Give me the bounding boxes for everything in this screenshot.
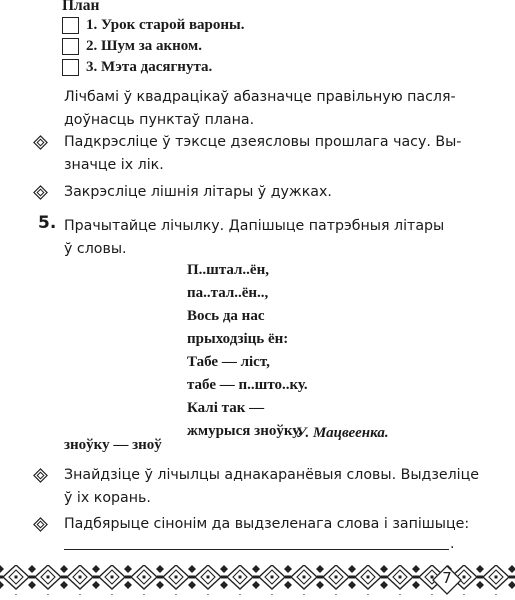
plan-item-text: 2. Шум за акном. <box>86 37 202 54</box>
plan-item-text: 3. Мэта дасягнута. <box>86 58 213 75</box>
order-instruction <box>64 86 456 132</box>
plan-item-2 <box>62 36 202 56</box>
page-number: 7 <box>442 569 452 587</box>
order-checkbox-1[interactable] <box>62 17 79 34</box>
task-number: 5. <box>38 213 57 233</box>
synonym-instruction: Падбярыце сінонім да выдзеленага слова і запішыце: <box>64 516 470 532</box>
poem-line: П..штал..ён, <box>187 262 269 278</box>
order-checkbox-3[interactable] <box>62 59 79 76</box>
poem-line: прыходзіць ён: <box>187 331 289 347</box>
task5-instruction <box>64 215 444 261</box>
diamond-icon <box>33 468 48 483</box>
answer-line-end: . <box>450 536 455 552</box>
task5-instruction-line: Прачытайце лічылку. Дапішыце патрэбныя літары <box>64 218 445 234</box>
plan-item-text: 1. Урок старой вароны. <box>86 16 245 33</box>
plan-item-1 <box>62 15 245 35</box>
diamond-icon <box>33 517 48 532</box>
poem-line: Калі так — <box>187 400 265 416</box>
root-instruction-line: Знайдзіце ў лічылцы аднакаранёвыя словы. Выдзеліце <box>64 467 480 483</box>
task5-instruction-line: ў словы. <box>64 241 127 257</box>
diamond-icon <box>33 185 48 200</box>
extra-letters-instruction: Закрэсліце лішнія літары ў дужках. <box>64 184 332 200</box>
poem-author: У. Мацвеенка. <box>296 425 389 441</box>
verbs-instruction-line: Падкрэсліце ў тэксце дзеясловы прошлага часу. Вы- <box>64 134 462 150</box>
plan-title: План <box>62 0 100 14</box>
poem-line: Вось да нас <box>187 308 265 324</box>
highlighted-word-pair: зноўку — зноў <box>64 437 162 453</box>
poem-line: табе — п..што..ку. <box>187 377 308 393</box>
order-instruction-line: Лічбамі ў квадрацікаў абазначце правільную пасля- <box>64 89 456 105</box>
diamond-icon <box>33 135 48 150</box>
order-checkbox-2[interactable] <box>62 38 79 55</box>
verbs-instruction <box>64 131 461 177</box>
poem-line: Табе — ліст, <box>187 354 270 370</box>
poem-line: па..тал..ён.., <box>187 285 269 301</box>
plan-item-3 <box>62 57 212 77</box>
root-instruction <box>64 464 479 510</box>
answer-line[interactable] <box>64 549 449 550</box>
verbs-instruction-line: значце іх лік. <box>64 157 164 173</box>
order-instruction-line: доўнасць пунктаў плана. <box>64 112 255 128</box>
root-instruction-line: ў іх корань. <box>64 490 151 506</box>
poem-line: жмурыся зноўку. <box>187 423 303 439</box>
